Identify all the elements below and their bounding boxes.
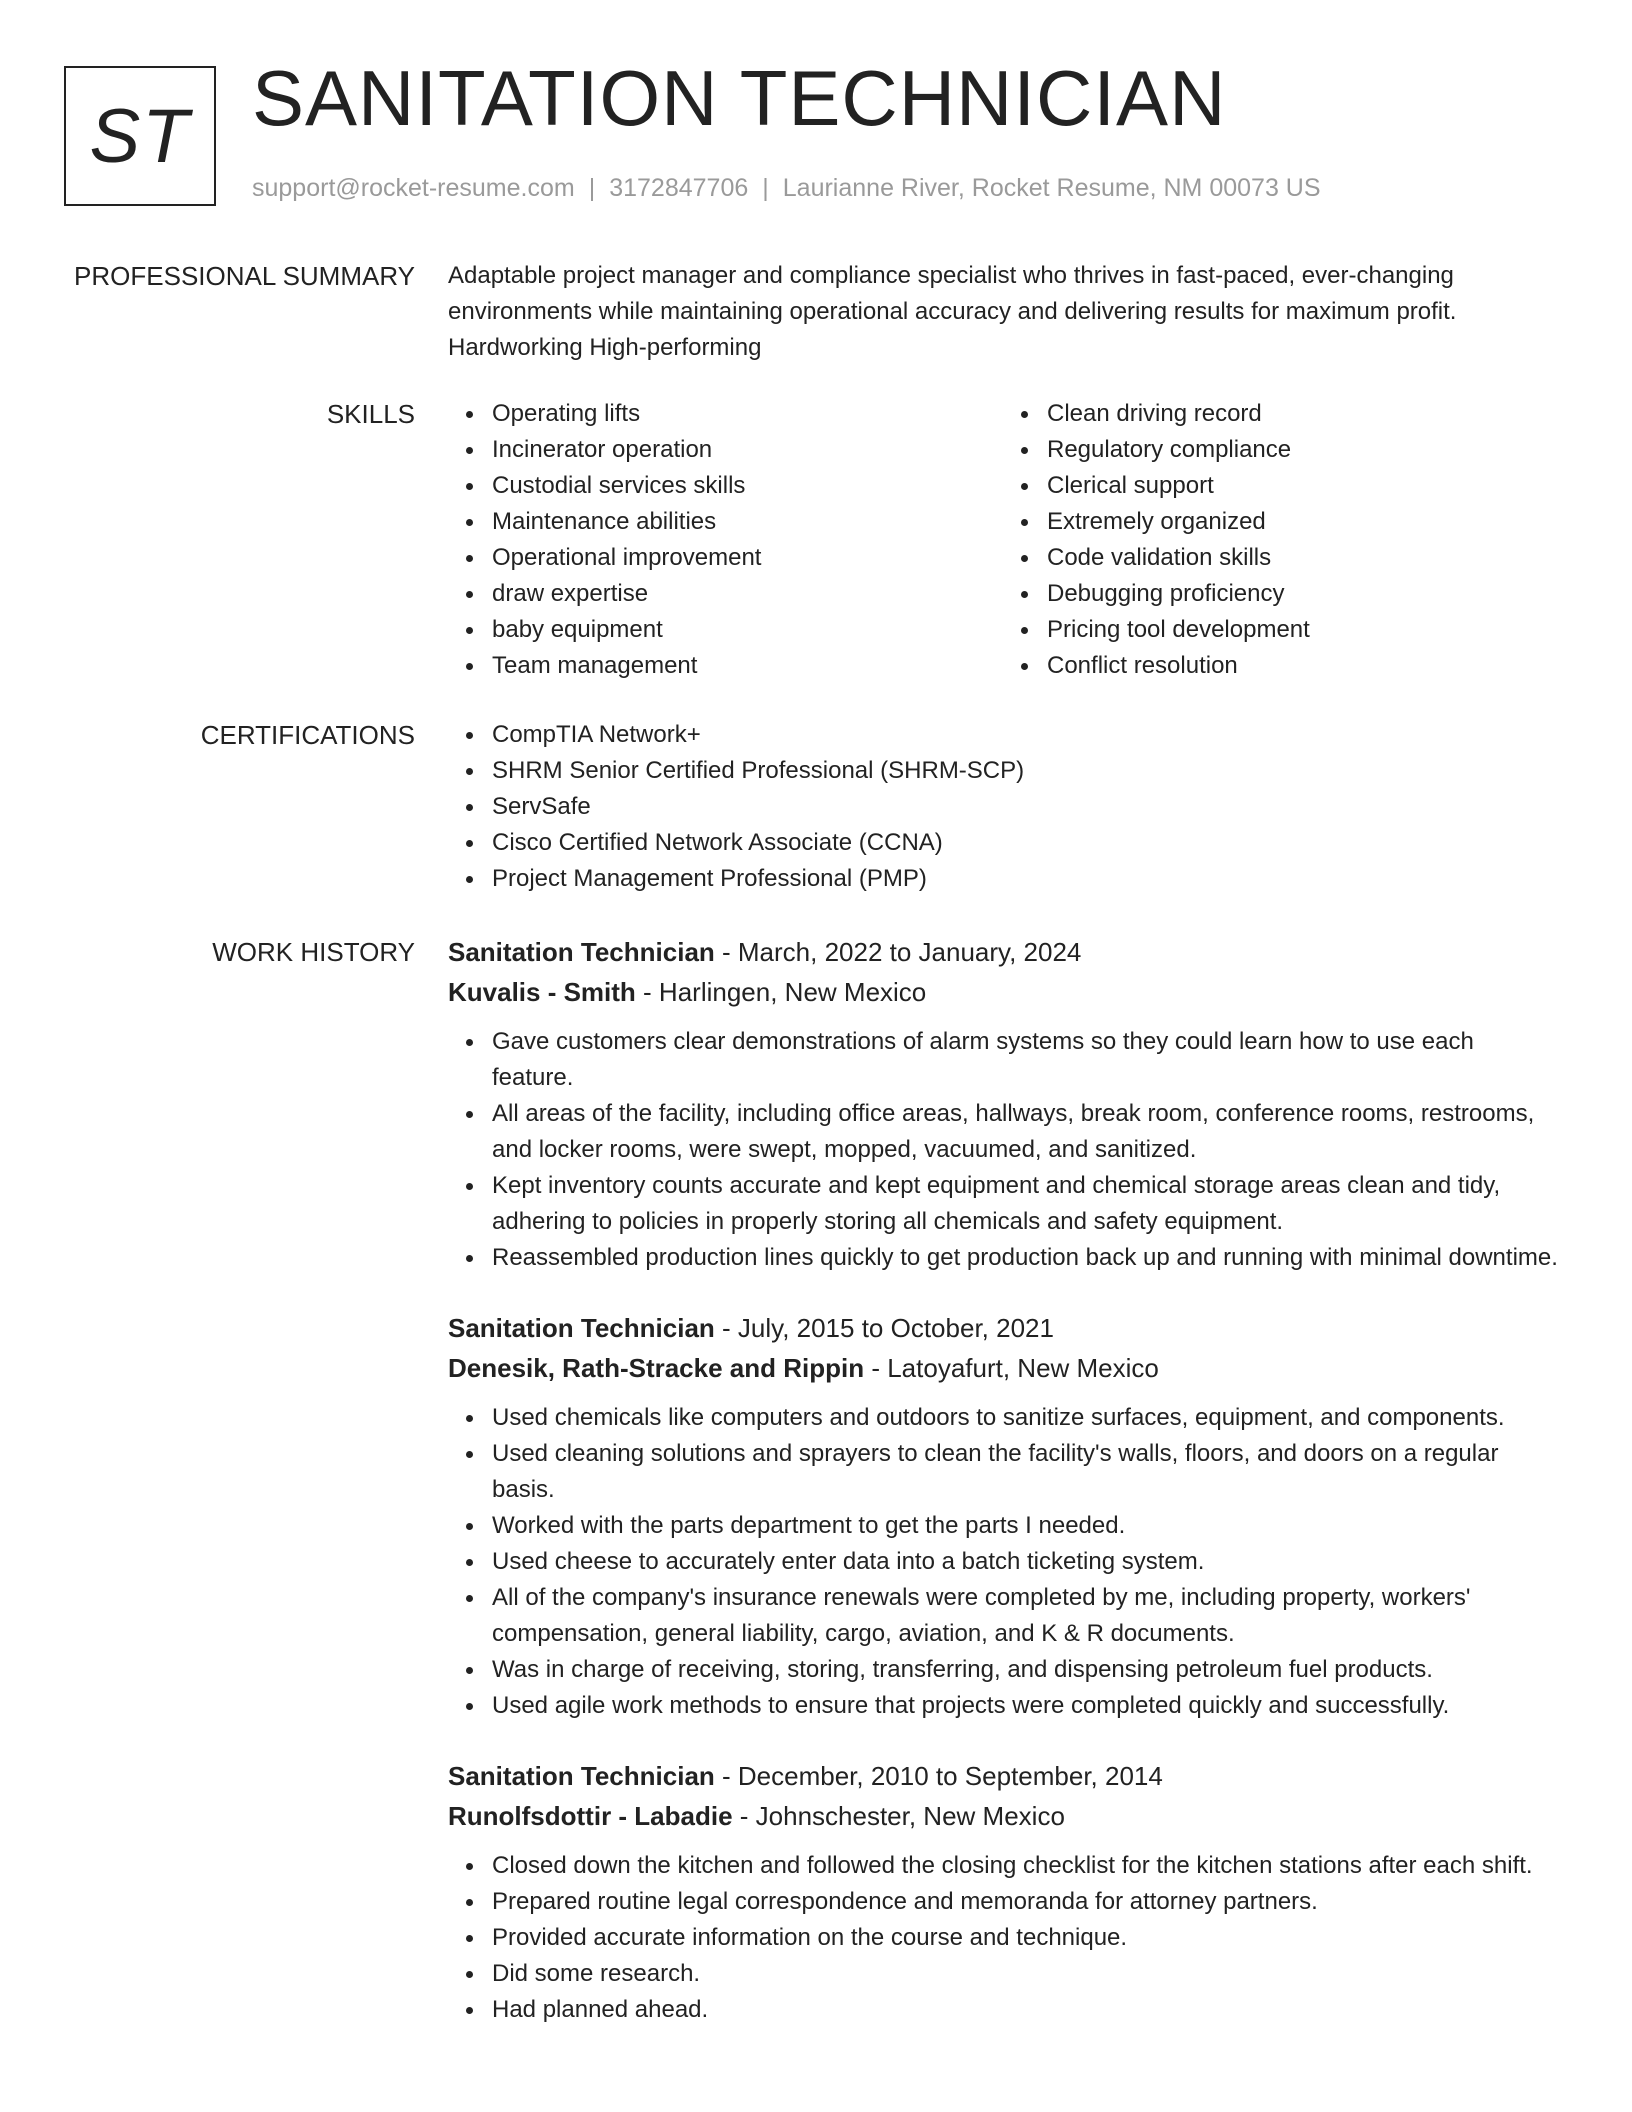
list-item: All areas of the facility, including office areas, hallways, break room, conference rooms, restrooms, and locker rooms, were swept, mopped, vacuumed, and sanitized. (492, 1096, 1558, 1168)
list-item: Reassembled production lines quickly to get production back up and running with minimal downtime. (492, 1240, 1558, 1276)
list-item: Debugging proficiency (1047, 576, 1558, 612)
list-item: SHRM Senior Certified Professional (SHRM-SCP) (492, 753, 1558, 789)
list-item: Extremely organized (1047, 504, 1558, 540)
job-company: Runolfsdottir - Labadie (448, 1801, 733, 1831)
list-item: Operational improvement (492, 540, 1003, 576)
job-company-line (448, 972, 1558, 1012)
section-label-summary: PROFESSIONAL SUMMARY (74, 261, 415, 291)
job-company-line (448, 1796, 1558, 1836)
section-label-certifications: CERTIFICATIONS (200, 720, 415, 750)
list-item: Had planned ahead. (492, 1992, 1558, 2028)
contact-separator: | (588, 174, 596, 202)
job-location: - Harlingen, New Mexico (635, 977, 927, 1007)
resume-title: SANITATION TECHNICIAN (252, 54, 1227, 142)
list-item: Used chemicals like computers and outdoors to sanitize surfaces, equipment, and components. (492, 1400, 1558, 1436)
contact-phone[interactable]: 3172847706 (609, 174, 749, 202)
job-company: Kuvalis - Smith (448, 977, 636, 1007)
list-item: Prepared routine legal correspondence and memoranda for attorney partners. (492, 1884, 1558, 1920)
list-item: Used cheese to accurately enter data into a batch ticketing system. (492, 1544, 1558, 1580)
list-item: Did some research. (492, 1956, 1558, 1992)
job-bullets (448, 1024, 1558, 1276)
list-item: Clean driving record (1047, 396, 1558, 432)
list-item: CompTIA Network+ (492, 717, 1558, 753)
section-label-work-history: WORK HISTORY (212, 937, 415, 967)
job-company: Denesik, Rath-Stracke and Rippin (448, 1353, 865, 1383)
job-bullets (448, 1848, 1558, 2028)
skills-list-left (448, 396, 1003, 684)
job-entry (448, 932, 1558, 1276)
certifications-body (448, 717, 1558, 897)
list-item: Gave customers clear demonstrations of alarm systems so they could learn how to use each feature. (492, 1024, 1558, 1096)
list-item: Cisco Certified Network Associate (CCNA) (492, 825, 1558, 861)
list-item: Conflict resolution (1047, 648, 1558, 684)
list-item: Was in charge of receiving, storing, transferring, and dispensing petroleum fuel products. (492, 1652, 1558, 1688)
job-company-line (448, 1348, 1558, 1388)
skills-list-right (1003, 396, 1558, 684)
job-location: - Johnschester, New Mexico (732, 1801, 1065, 1831)
list-item: Custodial services skills (492, 468, 1003, 504)
list-item: Regulatory compliance (1047, 432, 1558, 468)
summary-text: Adaptable project manager and compliance specialist who thrives in fast-paced, ever-changing environments while maintaining operational accuracy and delivering results for maximum profit. Hardworking High-performing (448, 262, 1457, 361)
job-location: - Latoyafurt, New Mexico (864, 1353, 1159, 1383)
job-dates: - December, 2010 to September, 2014 (714, 1761, 1163, 1791)
job-entry (448, 1756, 1558, 2028)
job-title: Sanitation Technician (448, 1313, 715, 1343)
list-item: All of the company's insurance renewals were completed by me, including property, workers' compensation, general liability, cargo, aviation, and K & R documents. (492, 1580, 1558, 1652)
list-item: Used agile work methods to ensure that projects were completed quickly and successfully. (492, 1688, 1558, 1724)
list-item: Used cleaning solutions and sprayers to clean the facility's walls, floors, and doors on a regular basis. (492, 1436, 1558, 1508)
contact-line (252, 174, 1321, 203)
job-dates: - March, 2022 to January, 2024 (714, 937, 1082, 967)
list-item: Incinerator operation (492, 432, 1003, 468)
section-label-skills: SKILLS (326, 399, 415, 429)
contact-address: Laurianne River, Rocket Resume, NM 00073 US (782, 174, 1321, 202)
contact-email[interactable]: support@rocket-resume.com (252, 174, 575, 202)
list-item: Provided accurate information on the course and technique. (492, 1920, 1558, 1956)
list-item: Project Management Professional (PMP) (492, 861, 1558, 897)
contact-separator: | (762, 174, 769, 202)
work-history-body (448, 932, 1558, 2060)
list-item: Code validation skills (1047, 540, 1558, 576)
job-dates: - July, 2015 to October, 2021 (714, 1313, 1054, 1343)
list-item: Team management (492, 648, 1003, 684)
monogram-logo: ST (64, 66, 216, 206)
job-entry (448, 1308, 1558, 1724)
job-title-line (448, 1308, 1558, 1348)
job-title-line (448, 932, 1558, 972)
list-item: ServSafe (492, 789, 1558, 825)
list-item: Worked with the parts department to get the parts I needed. (492, 1508, 1558, 1544)
list-item: Maintenance abilities (492, 504, 1003, 540)
certifications-list (448, 717, 1558, 897)
list-item: baby equipment (492, 612, 1003, 648)
list-item: draw expertise (492, 576, 1003, 612)
job-bullets (448, 1400, 1558, 1724)
skills-columns (448, 396, 1558, 684)
list-item: Closed down the kitchen and followed the closing checklist for the kitchen stations after each shift. (492, 1848, 1558, 1884)
list-item: Operating lifts (492, 396, 1003, 432)
job-title: Sanitation Technician (448, 1761, 715, 1791)
list-item: Clerical support (1047, 468, 1558, 504)
job-title-line (448, 1756, 1558, 1796)
job-title: Sanitation Technician (448, 937, 715, 967)
list-item: Pricing tool development (1047, 612, 1558, 648)
list-item: Kept inventory counts accurate and kept equipment and chemical storage areas clean and tidy, adhering to policies in properly storing all chemicals and safety equipment. (492, 1168, 1558, 1240)
